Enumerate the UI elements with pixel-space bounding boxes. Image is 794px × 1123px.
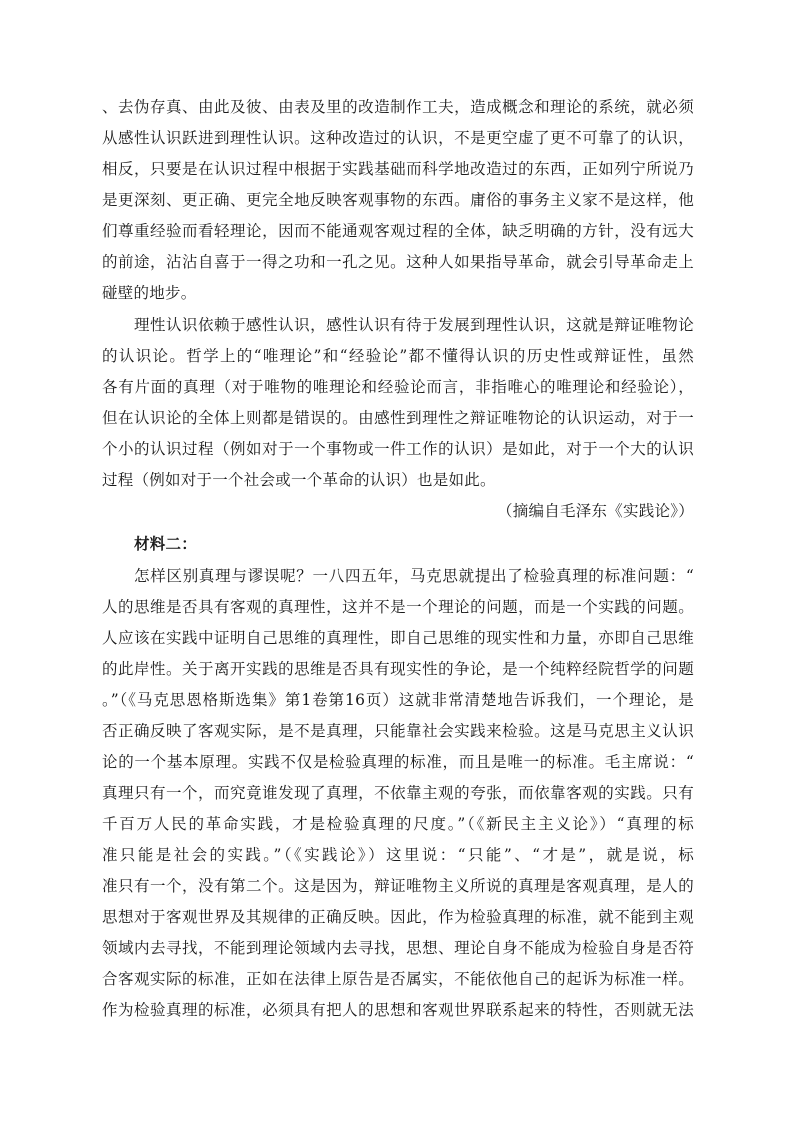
text-line: 理性认识依赖于感性认识，感性认识有待于发展到理性认识，这就是辩证唯物论: [134, 316, 694, 334]
text-line: 过程（例如对于一个社会或一个革命的认识）也是如此。: [102, 471, 496, 489]
text-line: 的此岸性。关于离开实践的思维是否具有现实性的争论，是一个纯粹经院哲学的问题: [102, 660, 694, 678]
text-line: 但在认识论的全体上则都是错误的。由感性到理性之辩证唯物论的认识运动，对于一: [102, 409, 694, 427]
text-line: 准只能是社会的实践。”（《实践论》）这里说：“只能”、“才是”，就是说，标: [102, 846, 694, 864]
text-line: 是更深刻、更正确、更完全地反映客观事物的东西。庸俗的事务主义家不是这样，他: [102, 191, 694, 209]
section-heading: 材料二：: [134, 534, 198, 553]
text-line: 怎样区别真理与谬误呢？一八四五年，马克思就提出了检验真理的标准问题：“: [134, 567, 694, 585]
text-line: 合客观实际的标准，正如在法律上原告是否属实，不能依他自己的起诉为标准一样。: [102, 970, 694, 988]
text-line: 、去伪存真、由此及彼、由表及里的改造制作工夫，造成概念和理论的系统，就必须: [102, 98, 694, 116]
text-line: 的认识论。哲学上的“唯理论”和“经验论”都不懂得认识的历史性或辩证性，虽然: [102, 347, 694, 365]
text-line: 领域内去寻找，不能到理论领域内去寻找，思想、理论自身不能成为检验自身是否符: [102, 939, 694, 957]
text-line: 否正确反映了客观实际，是不是真理，只能靠社会实践来检验。这是马克思主义认识: [102, 722, 694, 740]
text-line: 的前途，沾沾自喜于一得之功和一孔之见。这种人如果指导革命，就会引导革命走上: [102, 253, 694, 271]
text-line: 个小的认识过程（例如对于一个事物或一件工作的认识）是如此，对于一个大的认识: [102, 440, 694, 458]
text-line: 论的一个基本原理。实践不仅是检验真理的标准，而且是唯一的标准。毛主席说：“: [102, 753, 694, 771]
text-line: 人应该在实践中证明自己思维的真理性，即自己思维的现实性和力量，亦即自己思维: [102, 629, 694, 647]
text-line: 。”（《马克思恩格斯选集》第1卷第16页）这就非常清楚地告诉我们，一个理论，是: [102, 691, 694, 709]
text-line: 思想对于客观世界及其规律的正确反映。因此，作为检验真理的标准，就不能到主观: [102, 908, 694, 926]
text-line: 们尊重经验而看轻理论，因而不能通观客观过程的全体，缺乏明确的方针，没有远大: [102, 222, 694, 240]
text-line: 作为检验真理的标准，必须具有把人的思想和客观世界联系起来的特性，否则就无法: [102, 1001, 694, 1019]
source-attribution: （摘编自毛泽东《实践论》）: [496, 502, 694, 520]
text-line: 真理只有一个，而究竟谁发现了真理，不依靠主观的夸张，而依靠客观的实践。只有: [102, 784, 694, 802]
text-line: 从感性认识跃进到理性认识。这种改造过的认识，不是更空虚了更不可靠了的认识，: [102, 129, 694, 147]
text-line: 各有片面的真理（对于唯物的唯理论和经验论而言，非指唯心的唯理论和经验论），: [102, 378, 694, 396]
text-line: 千百万人民的革命实践，才是检验真理的尺度。”（《新民主主义论》）“真理的标: [102, 815, 694, 833]
text-line: 人的思维是否具有客观的真理性，这并不是一个理论的问题，而是一个实践的问题。: [102, 598, 694, 616]
text-line: 相反，只要是在认识过程中根据于实践基础而科学地改造过的东西，正如列宁所说乃: [102, 160, 694, 178]
text-line: 碰壁的地步。: [102, 284, 197, 302]
text-line: 准只有一个，没有第二个。这是因为，辩证唯物主义所说的真理是客观真理，是人的: [102, 877, 694, 895]
